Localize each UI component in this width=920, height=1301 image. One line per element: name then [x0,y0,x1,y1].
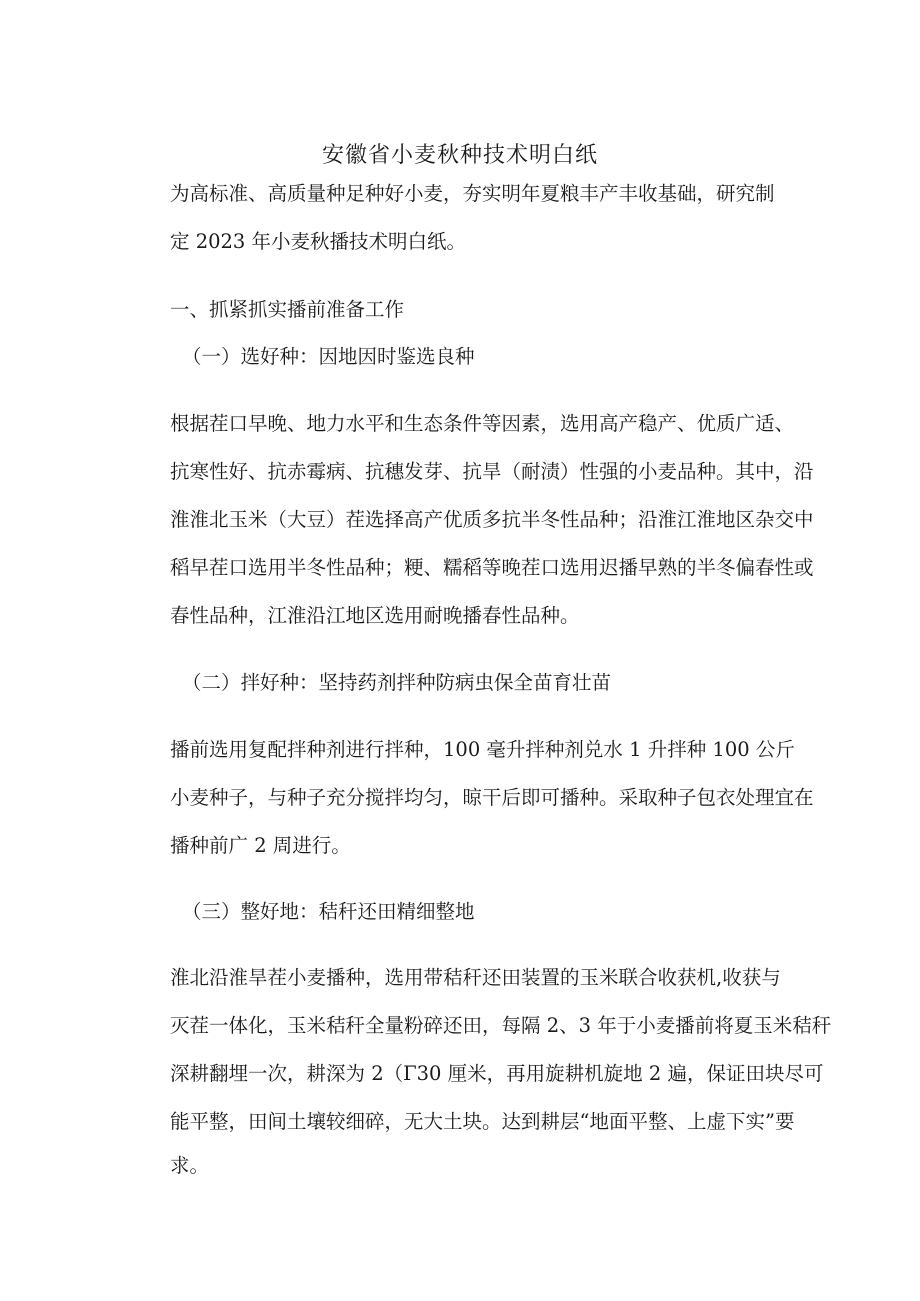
sub1-line-4: 稻早茬口选用半冬性品种；粳、糯稻等晚茬口选用迟播早熟的半冬偏春性或 [170,556,814,579]
sub1-line-5: 春性品种，江淮沿江地区选用耐晚播春性品种。 [170,604,580,627]
sub3-line-3: 深耕翻埋一次，耕深为 2（Γ30 厘米，再用旋耕机旋地 2 遍，保证田块尽可 [170,1062,824,1085]
sub2-heading: （二）拌好种：坚持药剂拌种防病虫保全苗育壮苗 [182,671,612,694]
document-title: 安徽省小麦秋种技术明白纸 [321,143,598,168]
sub1-heading: （一）选好种：因地因时鉴选良种 [182,345,475,368]
sub2-line-1: 播前选用复配拌种剂进行拌种，100 毫升拌种剂兑水 1 升拌种 100 公斤 [170,738,795,761]
sub2-line-3: 播种前广 2 周进行。 [170,834,351,857]
sub2-line-2: 小麦种子，与种子充分搅拌均匀，晾干后即可播种。采取种子包衣处理宜在 [170,786,814,809]
sub3-line-4: 能平整，田间土壤较细碎，无大土块。达到耕层“地面平整、上虚下实”要 [170,1110,795,1133]
sub3-line-2: 灭茬一体化，玉米秸秆全量粉碎还田，每隔 2、3 年于小麦播前将夏玉米秸秆 [170,1014,832,1037]
sub1-line-2: 抗寒性好、抗赤霉病、抗穗发芽、抗旱（耐渍）性强的小麦品种。其中，沿 [170,460,814,483]
intro-line-1: 为高标准、高质量种足种好小麦，夯实明年夏粮丰产丰收基础，研究制 [170,182,775,205]
sub3-line-5: 求。 [170,1154,210,1177]
sub3-heading: （三）整好地：秸秆还田精细整地 [182,900,475,923]
section1-heading: 一、抓紧抓实播前准备工作 [170,298,405,321]
sub1-line-3: 淮淮北玉米（大豆）茬选择高产优质多抗半冬性品种；沿淮江淮地区杂交中 [170,508,814,531]
sub3-line-1: 淮北沿淮旱茬小麦播种，选用带秸秆还田装置的玉米联合收获机,收获与 [170,966,781,989]
sub1-line-1: 根据茬口早晚、地力水平和生态条件等因素，选用高产稳产、优质广适、 [170,412,795,435]
intro-line-2: 定 2023 年小麦秋播技术明白纸。 [170,230,467,253]
